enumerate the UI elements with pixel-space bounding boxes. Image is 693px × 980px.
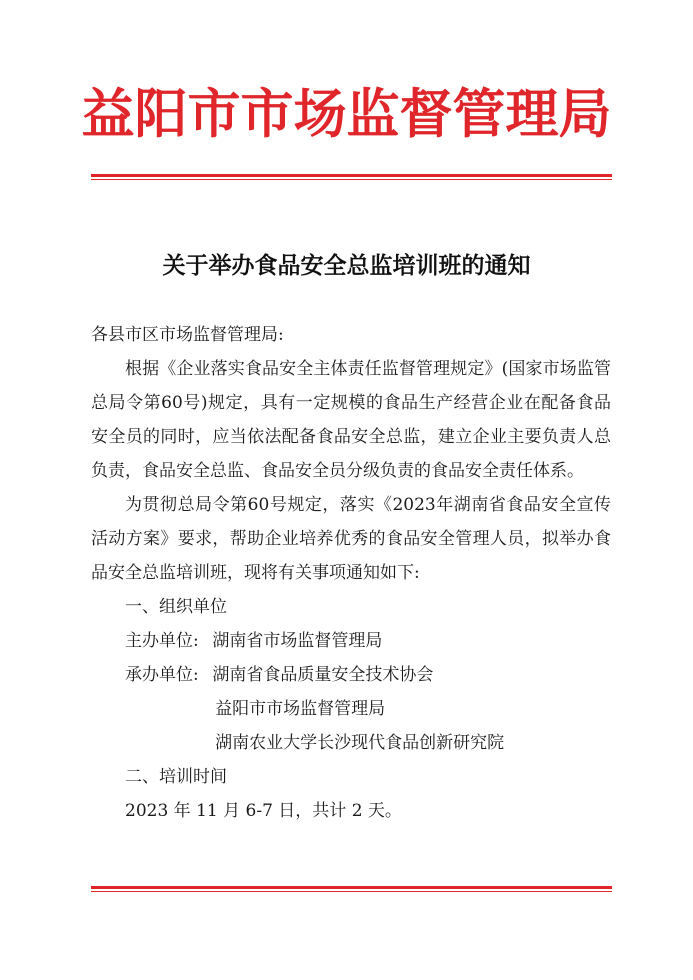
section-heading-training-time: 二、培训时间 <box>125 767 227 787</box>
organizer-value-2: 益阳市市场监督管理局 <box>215 699 386 719</box>
footer-red-rule <box>91 886 612 892</box>
addressee: 各县市区市场监督管理局: <box>91 325 284 345</box>
organizer-label: 承办单位: <box>125 665 199 685</box>
organizer-row <box>91 658 611 692</box>
section-heading-organization: 一、组织单位 <box>125 597 227 617</box>
host-label: 主办单位: <box>125 631 199 651</box>
agency-header-title: 益阳市市场监督管理局 <box>81 83 612 145</box>
host-row <box>91 624 611 658</box>
paragraph-2: 为贯彻总局令第60号规定，落实《2023年湖南省食品安全宣传活动方案》要求，帮助企业培养优秀的食品安全管理人员，拟举办食品安全总监培训班，现将有关事项通知如下: <box>91 495 611 583</box>
organizer-value-1: 湖南省食品质量安全技术协会 <box>212 665 434 685</box>
organizer-value-3: 湖南农业大学长沙现代食品创新研究院 <box>215 733 505 753</box>
notice-title: 关于举办食品安全总监培训班的通知 <box>162 252 531 279</box>
notice-body <box>91 318 611 828</box>
paragraph-1: 根据《企业落实食品安全主体责任监督管理规定》(国家市场监管总局令第60号)规定，具有一定规模的食品生产经营企业在配备食品安全员的同时，应当依法配备食品安全总监，建立企业主要负责人总负责，食品安全总监、食品安全员分级负责的食品安全责任体系。 <box>91 359 611 481</box>
training-time-text: 2023 年 11 月 6-7 日，共计 2 天。 <box>125 801 402 821</box>
host-value: 湖南省市场监督管理局 <box>212 631 383 651</box>
header-red-rule <box>91 174 612 180</box>
